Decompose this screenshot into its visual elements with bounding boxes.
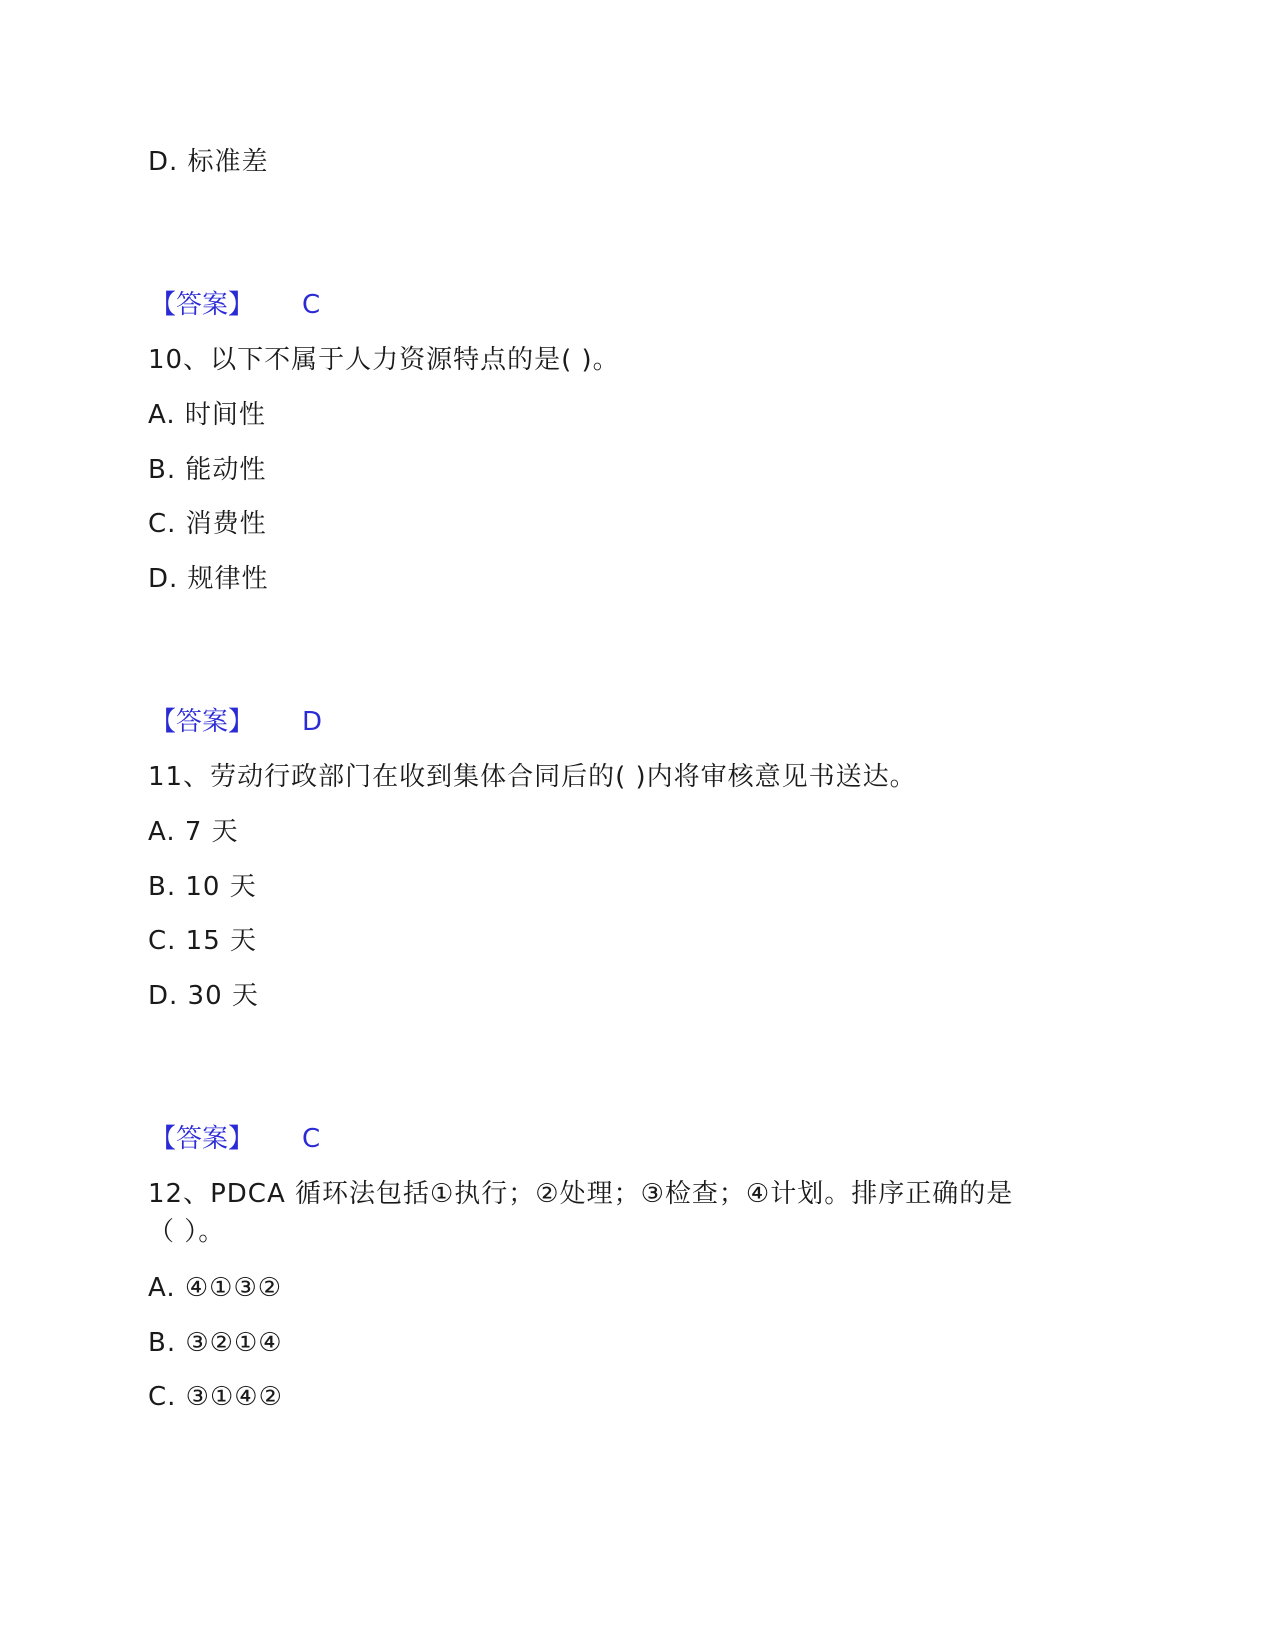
q11-option-a: A. 7 天 (148, 817, 239, 847)
answer-label: 【答案】 (150, 290, 255, 320)
q12-option-c: C. ③①④② (148, 1382, 283, 1412)
q10-option-b: B. 能动性 (148, 455, 267, 485)
q11-option-b: B. 10 天 (148, 872, 257, 902)
answer-value: D (302, 707, 323, 737)
q11-answer (150, 1122, 320, 1156)
q12-question-line1: 12、PDCA 循环法包括①执行；②处理；③检查；④计划。排序正确的是 (148, 1179, 1014, 1209)
q10-answer (150, 705, 322, 739)
answer-label: 【答案】 (150, 1124, 255, 1154)
q12-option-a: A. ④①③② (148, 1273, 283, 1303)
q10-option-a: A. 时间性 (148, 400, 266, 430)
q10-question: 10、以下不属于人力资源特点的是( )。 (148, 345, 620, 375)
q11-question: 11、劳动行政部门在收到集体合同后的( )内将审核意见书送达。 (148, 762, 917, 792)
q12-question-line2: （ ）。 (148, 1217, 226, 1247)
q12-option-b: B. ③②①④ (148, 1328, 283, 1358)
q11-option-c: C. 15 天 (148, 926, 258, 956)
q9-answer (150, 288, 320, 322)
q9-option-d: D. 标准差 (148, 147, 269, 177)
answer-value: C (302, 1124, 321, 1154)
answer-value: C (302, 290, 321, 320)
q10-option-c: C. 消费性 (148, 509, 267, 539)
q10-option-d: D. 规律性 (148, 564, 269, 594)
answer-label: 【答案】 (150, 707, 255, 737)
q11-option-d: D. 30 天 (148, 981, 259, 1011)
